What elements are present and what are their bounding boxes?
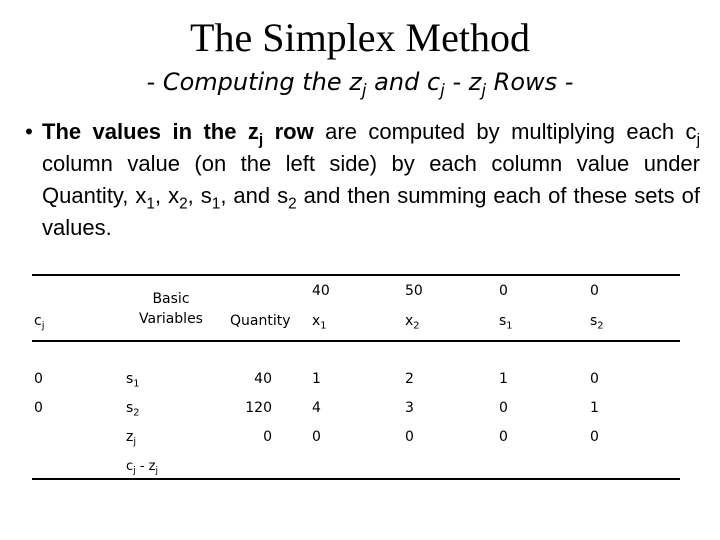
slide-title: The Simplex Method: [190, 15, 530, 60]
header-cj: $c_j$: [34, 313, 45, 332]
row1-x1: 1: [312, 371, 321, 387]
header-coeff-x1: 40: [312, 283, 330, 299]
row2-quantity: 120: [245, 400, 272, 416]
row3-basic: $z_j$: [126, 429, 137, 448]
table-top-rule: [32, 274, 680, 276]
row1-s2: 0: [590, 371, 599, 387]
row1-cj: 0: [34, 371, 43, 387]
header-basic-line1: Basic: [152, 291, 190, 307]
row1-basic: $s_1$: [126, 371, 140, 390]
row2-x2: 3: [405, 400, 414, 416]
header-coeff-x2: 50: [405, 283, 423, 299]
row2-s2: 1: [590, 400, 599, 416]
header-coeff-s2: 0: [590, 283, 599, 299]
row1-quantity: 40: [254, 371, 272, 387]
table-bottom-rule: [32, 478, 680, 480]
row1-x2: 2: [405, 371, 414, 387]
row2-basic: $s_2$: [126, 400, 140, 419]
header-basic-line2: Variables: [139, 311, 203, 327]
header-var-x2: $x_2$: [405, 313, 420, 332]
bullet-paragraph: [18, 116, 700, 244]
row3-s2: 0: [590, 429, 599, 445]
row3-x2: 0: [405, 429, 414, 445]
row3-quantity: 0: [263, 429, 272, 445]
row3-x1: 0: [312, 429, 321, 445]
bullet-dot: •: [25, 119, 33, 144]
header-quantity: Quantity: [230, 313, 291, 329]
header-var-s1: $s_1$: [499, 313, 513, 332]
table-header-rule: [32, 340, 680, 342]
header-coeff-s1: 0: [499, 283, 508, 299]
row2-cj: 0: [34, 400, 43, 416]
row1-s1: 1: [499, 371, 508, 387]
row3-s1: 0: [499, 429, 508, 445]
row2-s1: 0: [499, 400, 508, 416]
row2-x1: 4: [312, 400, 321, 416]
header-var-s2: $s_2$: [590, 313, 604, 332]
slide-subtitle: - Computing the $z_j$ and $c_j - z_j$ Rows -: [146, 68, 574, 100]
bullet-text: The values in the $z_j$ row are computed by multiplying each $c_j$ column value (on the left side) by each column value under Quantity, $x_1$, $x_2$, $s_1$, and $s_2$ and then summing each of these sets of values.: [42, 119, 700, 240]
row4-basic: $c_j - z_j$: [126, 459, 158, 477]
header-var-x1: $x_1$: [312, 313, 327, 332]
